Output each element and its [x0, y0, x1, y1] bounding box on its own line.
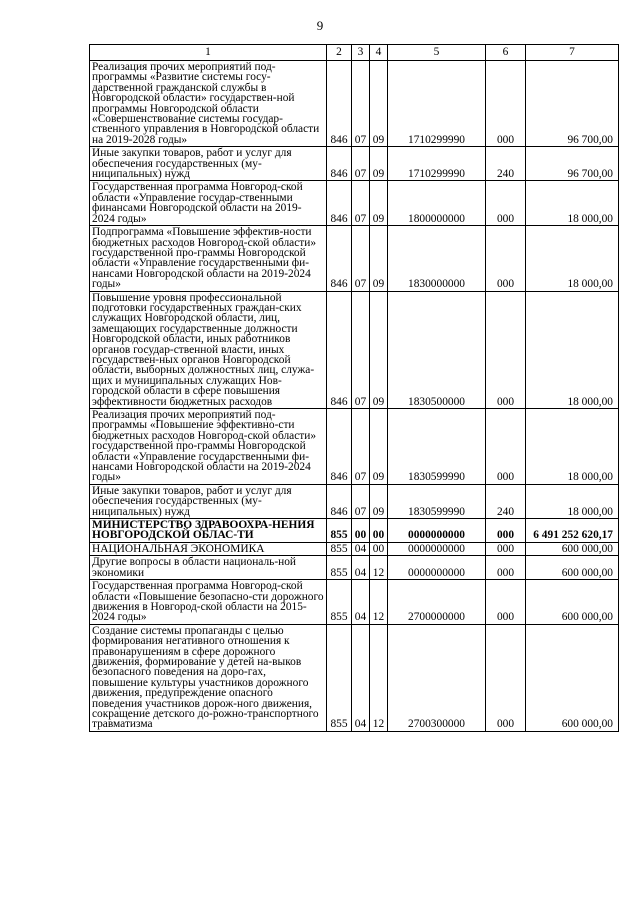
row-code-3: 07 [352, 409, 370, 485]
row-code-2: 846 [327, 181, 352, 226]
table-row [90, 61, 619, 147]
row-code-2: 846 [327, 147, 352, 181]
row-code-5: 2700000000 [388, 580, 486, 625]
row-code-5: 1800000000 [388, 181, 486, 226]
table-row [90, 484, 619, 518]
row-code-6: 000 [486, 181, 526, 226]
row-amount: 600 000,00 [526, 556, 619, 580]
column-header: 7 [526, 45, 619, 61]
row-code-6: 000 [486, 291, 526, 408]
row-code-2: 855 [327, 580, 352, 625]
row-code-3: 07 [352, 226, 370, 291]
table-row [90, 624, 619, 731]
row-code-5: 0000000000 [388, 556, 486, 580]
row-code-6: 000 [486, 226, 526, 291]
row-code-5: 1830599990 [388, 409, 486, 485]
column-header: 1 [90, 45, 327, 61]
row-code-2: 846 [327, 226, 352, 291]
row-code-2: 855 [327, 519, 352, 543]
row-description: Иные закупки товаров, работ и услуг для обеспечения государственных (му-ниципальных) нужд [90, 147, 327, 181]
row-code-5: 2700300000 [388, 624, 486, 731]
row-description: Повышение уровня профессиональной подготовки государственных граждан-ских служащих Новгородской области, лиц, замещающих государственные должности Новгородской области, иных работников органов государ-ственной власти, иных государствен-ных органов Новгородской области, выборных должностных лиц, служа-щих и муниципальных служащих Нов-городской области в сфере повышения эффективности бюджетных расходов [90, 291, 327, 408]
row-description: Подпрограмма «Повышение эффектив-ности бюджетных расходов Новгород-ской области» государственной про-граммы Новгородской области «Управление государственными фи-нансами Новгородской области на 2019-2024 годы» [90, 226, 327, 291]
row-code-4: 12 [370, 556, 388, 580]
row-code-3: 00 [352, 519, 370, 543]
column-header: 2 [327, 45, 352, 61]
budget-table [89, 44, 619, 732]
row-code-2: 846 [327, 409, 352, 485]
row-amount: 18 000,00 [526, 409, 619, 485]
row-description: МИНИСТЕРСТВО ЗДРАВООХРА-НЕНИЯ НОВГОРОДСКОЙ ОБЛАС-ТИ [90, 519, 327, 543]
page-number: 9 [316, 18, 324, 33]
table-row [90, 147, 619, 181]
row-code-3: 04 [352, 542, 370, 555]
row-amount: 18 000,00 [526, 484, 619, 518]
row-description: Реализация прочих мероприятий под-программы «Развитие системы госу-дарственной гражданской службы в Новгородской области» государствен-ной программы Новгородской области «Совершенствование системы государ-ственного управления в Новгородской области на 2019-2028 годы» [90, 61, 327, 147]
row-code-6: 240 [486, 484, 526, 518]
row-code-3: 04 [352, 624, 370, 731]
row-amount: 18 000,00 [526, 181, 619, 226]
row-code-5: 0000000000 [388, 542, 486, 555]
row-code-5: 1710299990 [388, 147, 486, 181]
row-code-3: 04 [352, 580, 370, 625]
row-description: Реализация прочих мероприятий под-программы «Повышение эффективно-сти бюджетных расходов Новгород-ской области» государственной про-граммы Новгородской области «Управление государственными фи-нансами Новгородской области на 2019-2024 годы» [90, 409, 327, 485]
row-code-4: 00 [370, 542, 388, 555]
row-code-5: 1830500000 [388, 291, 486, 408]
row-description: Другие вопросы в области националь-ной экономики [90, 556, 327, 580]
row-code-2: 846 [327, 484, 352, 518]
table-row [90, 181, 619, 226]
row-amount: 18 000,00 [526, 226, 619, 291]
table-row [90, 291, 619, 408]
row-code-6: 000 [486, 519, 526, 543]
row-code-3: 07 [352, 291, 370, 408]
table-header-row [90, 45, 619, 61]
row-code-4: 00 [370, 519, 388, 543]
row-code-2: 846 [327, 291, 352, 408]
row-code-4: 12 [370, 580, 388, 625]
row-code-5: 1710299990 [388, 61, 486, 147]
row-code-4: 09 [370, 61, 388, 147]
row-code-6: 000 [486, 580, 526, 625]
row-amount: 96 700,00 [526, 147, 619, 181]
table-row [90, 409, 619, 485]
row-code-2: 855 [327, 624, 352, 731]
row-code-2: 855 [327, 542, 352, 555]
column-header: 4 [370, 45, 388, 61]
row-code-6: 240 [486, 147, 526, 181]
row-code-2: 846 [327, 61, 352, 147]
row-code-3: 07 [352, 147, 370, 181]
row-code-2: 855 [327, 556, 352, 580]
row-code-4: 09 [370, 409, 388, 485]
row-amount: 600 000,00 [526, 624, 619, 731]
table-row [90, 226, 619, 291]
row-code-5: 1830000000 [388, 226, 486, 291]
column-header: 3 [352, 45, 370, 61]
table-row [90, 580, 619, 625]
row-code-6: 000 [486, 542, 526, 555]
row-code-3: 07 [352, 61, 370, 147]
row-amount: 18 000,00 [526, 291, 619, 408]
table-row [90, 519, 619, 543]
row-amount: 6 491 252 620,17 [526, 519, 619, 543]
row-amount: 96 700,00 [526, 61, 619, 147]
row-code-5: 1830599990 [388, 484, 486, 518]
table-row [90, 542, 619, 555]
row-amount: 600 000,00 [526, 580, 619, 625]
row-code-5: 0000000000 [388, 519, 486, 543]
row-code-6: 000 [486, 409, 526, 485]
row-description: Государственная программа Новгород-ской области «Повышение безопасно-сти дорожного движения в Новгород-ской области на 2015-2024 годы» [90, 580, 327, 625]
row-code-4: 12 [370, 624, 388, 731]
row-description: Иные закупки товаров, работ и услуг для обеспечения государственных (му-ниципальных) нужд [90, 484, 327, 518]
row-description: Государственная программа Новгород-ской области «Управление государ-ственными финансами Новгородской области на 2019-2024 годы» [90, 181, 327, 226]
row-code-4: 09 [370, 147, 388, 181]
row-code-4: 09 [370, 226, 388, 291]
row-code-4: 09 [370, 484, 388, 518]
row-description: НАЦИОНАЛЬНАЯ ЭКОНОМИКА [90, 542, 327, 555]
row-code-6: 000 [486, 556, 526, 580]
row-amount: 600 000,00 [526, 542, 619, 555]
column-header: 5 [388, 45, 486, 61]
row-code-6: 000 [486, 624, 526, 731]
row-code-3: 07 [352, 181, 370, 226]
column-header: 6 [486, 45, 526, 61]
row-code-6: 000 [486, 61, 526, 147]
table-row [90, 556, 619, 580]
row-code-3: 04 [352, 556, 370, 580]
row-description: Создание системы пропаганды с целью формирования негативного отношения к правонарушениям в сфере дорожного движения, формирование у детей на-выков безопасного поведения на доро-гах, повышение культуры участников дорожного движения, предупреждение опасного поведения участников дорож-ного движения, сокращение детского до-рожно-транспортного травматизма [90, 624, 327, 731]
row-code-4: 09 [370, 291, 388, 408]
row-code-3: 07 [352, 484, 370, 518]
row-code-4: 09 [370, 181, 388, 226]
